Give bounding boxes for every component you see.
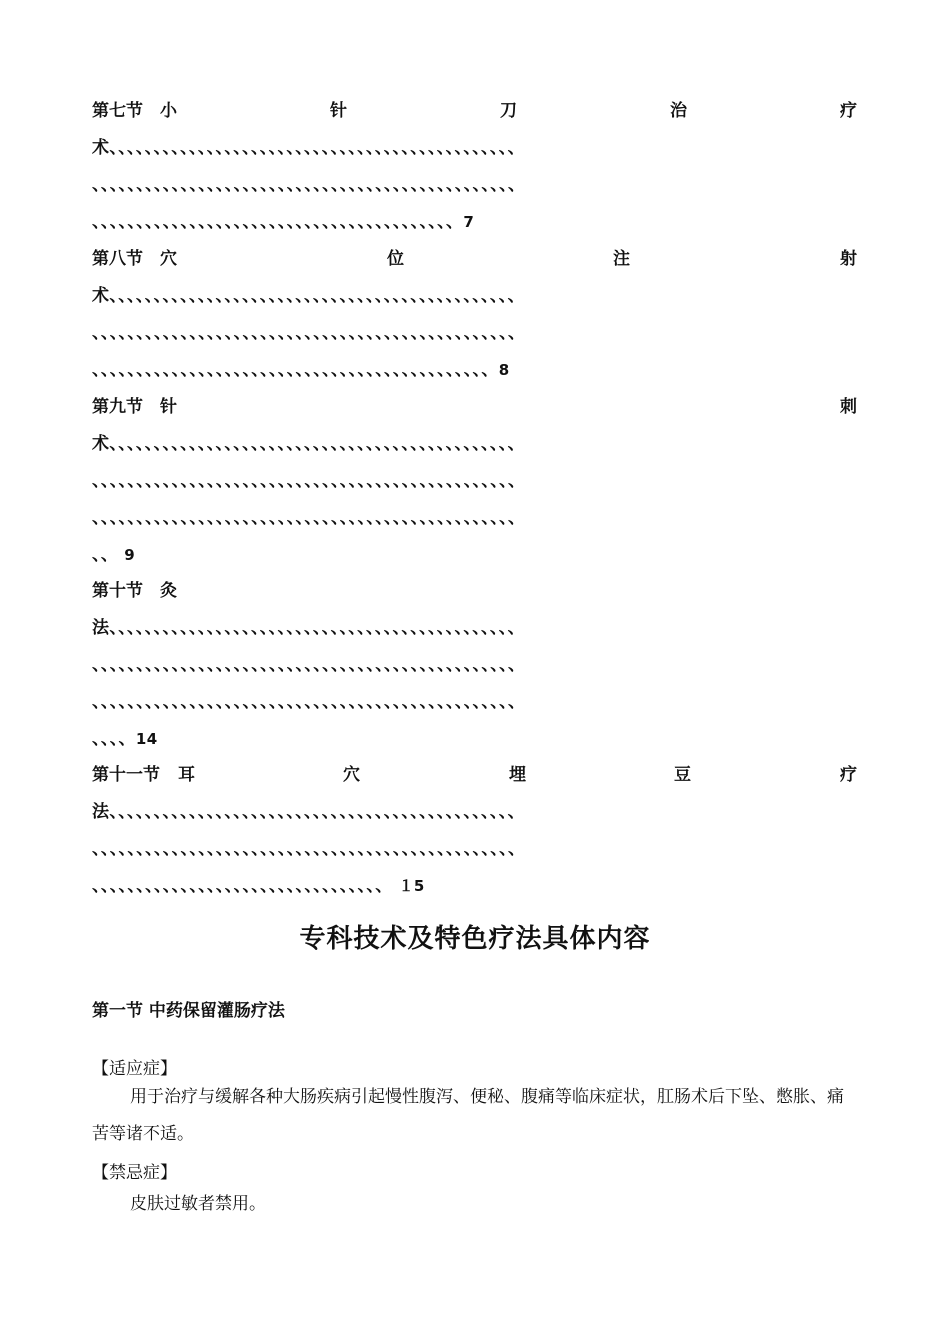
toc-word: 埋 xyxy=(509,765,526,785)
document-title: 专科技术及特色疗法具体内容 xyxy=(299,924,651,954)
toc-leader-line xyxy=(92,211,474,233)
indications-label: 【适应症】 xyxy=(92,1059,177,1079)
toc-heading xyxy=(92,100,858,122)
toc-leader-line: 、、、、、、、、、、、、、、、、、、、、、、、、、、、、、、、、、、、、、、、、、、、、、、、、 xyxy=(92,655,526,675)
toc-word: 疗 xyxy=(840,765,857,785)
toc-heading xyxy=(92,764,858,786)
toc-word: 小 xyxy=(160,101,177,121)
toc-leader-line xyxy=(92,728,157,750)
toc-leader-line: 、、、、、、、、、、、、、、、、、、、、、、、、、、、、、、、、、、、、、、、、、、、、、、、、 xyxy=(92,839,526,859)
toc-leader-line: 术、、、、、、、、、、、、、、、、、、、、、、、、、、、、、、、、、、、、、、、、、、、、、、 xyxy=(92,138,525,158)
toc-leader-dots: 、、、、、、、、、、、、、、、、、、、、、、、、、、、、、、、、、、、、、、、、、、、、、 xyxy=(92,360,499,380)
toc-heading xyxy=(92,248,858,270)
section-heading: 第一节 中药保留灌肠疗法 xyxy=(92,1001,285,1021)
toc-leader-line xyxy=(92,544,135,566)
toc-leader-line xyxy=(92,875,425,897)
toc-leader-line: 、、、、、、、、、、、、、、、、、、、、、、、、、、、、、、、、、、、、、、、、、、、、、、、、 xyxy=(92,692,526,712)
toc-leader-line: 、、、、、、、、、、、、、、、、、、、、、、、、、、、、、、、、、、、、、、、、、、、、、、、、 xyxy=(92,323,526,343)
toc-leader-dots: 、、、、 xyxy=(92,729,136,749)
toc-heading xyxy=(92,396,858,418)
toc-word: 针 xyxy=(330,101,347,121)
toc-word: 灸 xyxy=(160,581,177,601)
toc-word: 第七节 xyxy=(92,101,143,121)
toc-word: 针 xyxy=(160,397,177,417)
toc-leader-line: 法、、、、、、、、、、、、、、、、、、、、、、、、、、、、、、、、、、、、、、、、、、、、、、 xyxy=(92,802,525,822)
toc-word: 位 xyxy=(387,249,404,269)
toc-leader-dots: 、、、、、、、、、、、、、、、、、、、、、、、、、、、、、、、、、 xyxy=(92,876,393,896)
toc-page-number: 14 xyxy=(135,730,158,748)
toc-leader-line: 法、、、、、、、、、、、、、、、、、、、、、、、、、、、、、、、、、、、、、、、、、、、、、、 xyxy=(92,618,525,638)
toc-leader-line: 术、、、、、、、、、、、、、、、、、、、、、、、、、、、、、、、、、、、、、、、、、、、、、、 xyxy=(92,286,525,306)
toc-leader-line: 术、、、、、、、、、、、、、、、、、、、、、、、、、、、、、、、、、、、、、、、、、、、、、、 xyxy=(92,434,525,454)
toc-word: 穴 xyxy=(343,765,360,785)
toc-page-number: 7 xyxy=(463,213,475,231)
toc-leader-dots: 、、 xyxy=(92,545,119,565)
toc-word: 刀 xyxy=(500,101,517,121)
toc-word: 刺 xyxy=(840,397,857,417)
toc-page-number: 9 xyxy=(124,546,135,564)
toc-leader-line: 、、、、、、、、、、、、、、、、、、、、、、、、、、、、、、、、、、、、、、、、、、、、、、、、 xyxy=(92,471,526,491)
contraindications-paragraph: 皮肤过敏者禁用。 xyxy=(130,1194,266,1214)
toc-word: 第十节 xyxy=(92,581,143,601)
toc-leader-line xyxy=(92,359,510,381)
toc-word: 第十一节 xyxy=(92,765,160,785)
toc-word: 穴 xyxy=(160,249,177,269)
contraindications-label: 【禁忌症】 xyxy=(92,1163,177,1183)
toc-heading xyxy=(92,580,858,602)
toc-word: 第九节 xyxy=(92,397,143,417)
toc-word: 第八节 xyxy=(92,249,143,269)
toc-word: 注 xyxy=(613,249,630,269)
toc-leader-line: 、、、、、、、、、、、、、、、、、、、、、、、、、、、、、、、、、、、、、、、、、、、、、、、、 xyxy=(92,175,526,195)
toc-word: 耳 xyxy=(178,765,195,785)
indications-paragraph: 用于治疗与缓解各种大肠疾病引起慢性腹泻、便秘、腹痛等临床症状，肛肠术后下坠、憋胀、痛苦等诸不适。 xyxy=(92,1087,844,1144)
toc-word: 射 xyxy=(840,249,857,269)
toc-leader-dots: 、、、、、、、、、、、、、、、、、、、、、、、、、、、、、、、、、、、、、、、、、 xyxy=(92,212,464,232)
toc-word: 治 xyxy=(670,101,687,121)
toc-page-number: １5 xyxy=(398,877,425,895)
toc-page-number: 8 xyxy=(498,361,510,379)
toc-word: 豆 xyxy=(674,765,691,785)
toc-word: 疗 xyxy=(840,101,857,121)
toc-leader-line: 、、、、、、、、、、、、、、、、、、、、、、、、、、、、、、、、、、、、、、、、、、、、、、、、 xyxy=(92,508,526,528)
